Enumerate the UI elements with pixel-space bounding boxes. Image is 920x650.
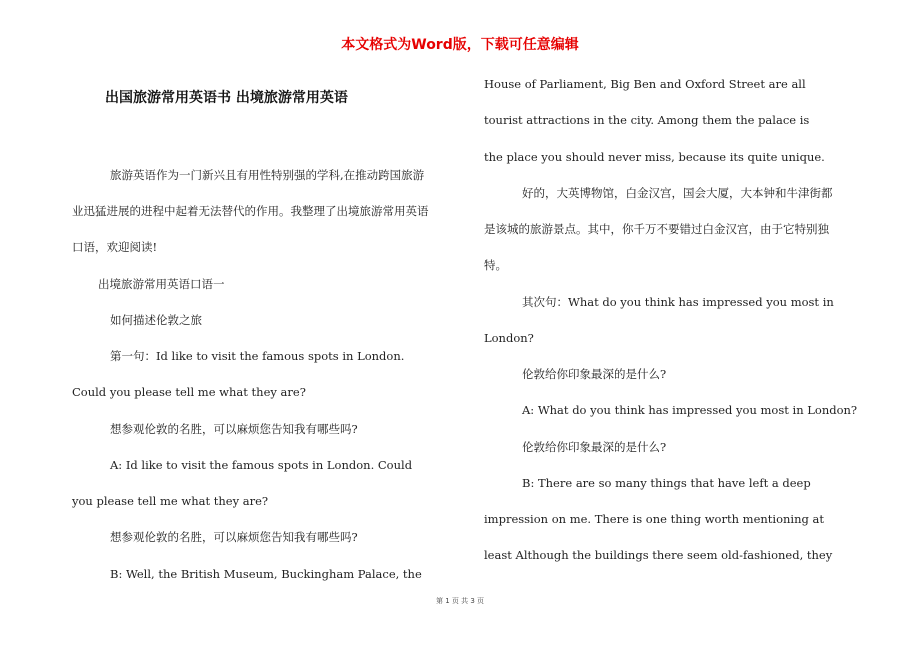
left-line-3: 口语，欢迎阅读! <box>72 240 158 254</box>
left-line-11: 想参观伦敦的名胜，可以麻烦您告知我有哪些吗? <box>110 530 358 544</box>
left-line-12: B: Well, the British Museum, Buckingham Palace, the <box>110 567 422 581</box>
right-line-3: the place you should never miss, because its quite unique. <box>484 150 825 164</box>
document-title: 出国旅游常用英语书 出境旅游常用英语 <box>105 90 348 106</box>
left-line-8: 想参观伦敦的名胜，可以麻烦您告知我有哪些吗? <box>110 422 358 436</box>
format-banner: 本文格式为Word版，下载可任意编辑 <box>341 37 579 53</box>
left-line-7: Could you please tell me what they are? <box>72 385 306 399</box>
right-line-8: London? <box>484 331 534 345</box>
right-line-14: least Although the buildings there seem old-fashioned, they <box>484 548 833 562</box>
left-line-1: 旅游英语作为一门新兴且有用性特别强的学科,在推动跨国旅游 <box>110 168 425 182</box>
left-line-9: A: Id like to visit the famous spots in London. Could <box>110 458 413 472</box>
right-line-11: 伦敦给你印象最深的是什么? <box>522 440 667 454</box>
right-line-2: tourist attractions in the city. Among them the palace is <box>484 113 810 127</box>
left-line-2: 业迅猛进展的进程中起着无法替代的作用。我整理了出境旅游常用英语 <box>72 204 429 218</box>
section-heading: 出境旅游常用英语口语一 <box>98 277 225 291</box>
right-line-1: House of Parliament, Big Ben and Oxford Street are all <box>484 77 806 91</box>
subheading: 如何描述伦敦之旅 <box>110 313 202 327</box>
right-line-5: 是该城的旅游景点。其中，你千万不要错过白金汉宫，由于它特别独 <box>484 222 829 236</box>
right-line-10: A: What do you think has impressed you most in London? <box>522 403 858 417</box>
right-line-4: 好的，大英博物馆，白金汉宫，国会大厦，大本钟和牛津街都 <box>522 186 833 200</box>
left-line-10: you please tell me what they are? <box>72 494 269 508</box>
right-line-12: B: There are so many things that have left a deep <box>522 476 811 490</box>
left-line-6: 第一句：Id like to visit the famous spots in London. <box>110 349 405 363</box>
right-line-7: 其次句：What do you think has impressed you most in <box>522 295 834 309</box>
right-line-9: 伦敦给你印象最深的是什么? <box>522 367 667 381</box>
right-line-13: impression on me. There is one thing worth mentioning at <box>484 512 824 526</box>
page-footer: 第 1 页 共 3 页 <box>435 597 485 605</box>
right-line-6: 特。 <box>484 258 507 272</box>
